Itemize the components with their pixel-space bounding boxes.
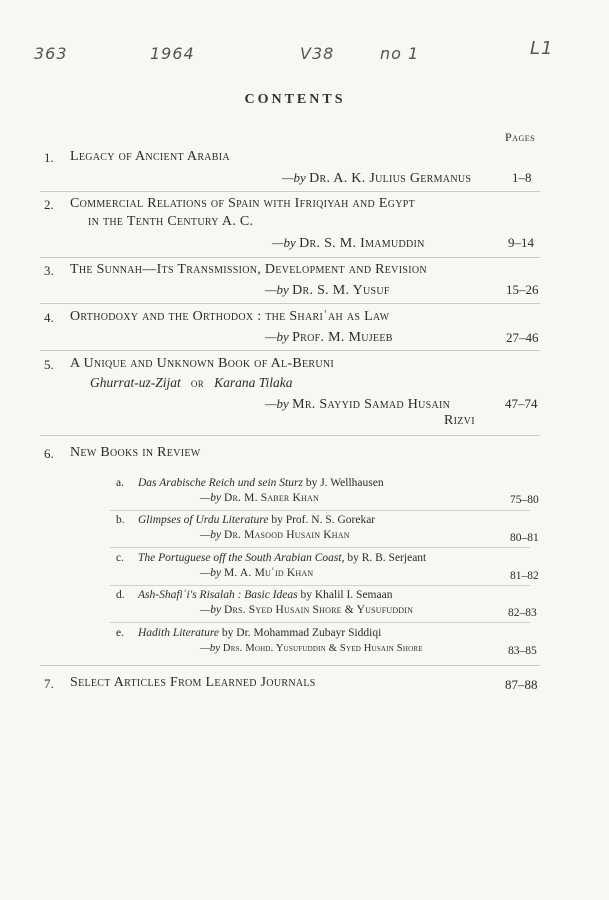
entry-author: Dr. A. K. Julius Germanus	[309, 171, 472, 186]
entry-byline	[265, 282, 390, 299]
entry-pages: 27–46	[506, 330, 539, 345]
by-prefix: —by	[200, 529, 222, 541]
review-pages: 82–83	[508, 607, 537, 619]
subtitle-part: Ghurrat-uz-Zijat	[90, 375, 181, 390]
divider	[40, 257, 540, 258]
entry-number: 1.	[44, 150, 54, 165]
page-title: CONTENTS	[244, 92, 346, 107]
divider	[40, 191, 540, 192]
subtitle-part: Karana Tilaka	[214, 375, 293, 390]
entry-number: 7.	[44, 676, 54, 691]
review-title	[138, 627, 381, 639]
by-prefix: —by	[272, 235, 296, 250]
entry-title: Select Articles From Learned Journals	[70, 675, 316, 690]
reviewer: Dr. M. Saber Khan	[223, 492, 319, 504]
handwritten-mark: V38	[300, 44, 335, 63]
review-author: by R. B. Serjeant	[344, 552, 427, 564]
by-prefix: —by	[200, 604, 222, 616]
review-letter: e.	[116, 627, 124, 639]
entry-byline	[265, 329, 393, 346]
entry-pages: 47–74	[505, 396, 538, 411]
entry-author: Dr. S. M. Yusuf	[292, 283, 390, 298]
entry-number: 3.	[44, 263, 54, 278]
pages-column-heading: Pages	[505, 130, 536, 144]
review-title	[138, 552, 426, 564]
divider	[110, 622, 530, 623]
review-letter: a.	[116, 477, 124, 489]
review-byline	[200, 604, 413, 616]
divider	[110, 547, 530, 548]
entry-byline	[272, 235, 425, 252]
divider	[40, 435, 540, 436]
by-prefix: —by	[200, 567, 222, 579]
handwritten-mark: 363	[34, 44, 68, 63]
by-prefix: —by	[265, 282, 289, 297]
reviewer: M. A. Muʿid Khan	[223, 567, 314, 579]
review-author: by Dr. Mohammad Zubayr Siddiqi	[219, 627, 382, 639]
review-pages: 75–80	[510, 494, 539, 506]
entry-title: A Unique and Unknown Book of Al-Beruni	[70, 356, 335, 371]
by-prefix: —by	[265, 396, 289, 411]
by-prefix: —by	[200, 642, 221, 654]
entry-title: Commercial Relations of Spain with Ifriqiyah and Egypt	[70, 196, 416, 211]
review-book: Ash-Shafiʿi's Risalah : Basic Ideas	[138, 589, 298, 601]
entry-author: Mr. Sayyid Samad Husain	[292, 397, 451, 412]
review-pages: 81–82	[510, 570, 539, 582]
review-book: Das Arabische Reich und sein Sturz	[138, 477, 303, 489]
review-letter: c.	[116, 552, 124, 564]
review-byline	[200, 529, 350, 541]
divider	[110, 510, 530, 511]
divider	[110, 585, 530, 586]
by-prefix: —by	[265, 329, 289, 344]
entry-number: 2.	[44, 197, 54, 212]
subtitle-or: or	[190, 375, 204, 390]
review-title	[138, 589, 392, 601]
by-prefix: —by	[282, 170, 306, 185]
divider	[40, 350, 540, 351]
entry-author: Prof. M. Mujeeb	[292, 330, 393, 345]
entry-title: Legacy of Ancient Arabia	[70, 149, 230, 164]
review-author: by Khalil I. Semaan	[297, 589, 393, 601]
review-letter: d.	[116, 589, 125, 601]
review-letter: b.	[116, 514, 125, 526]
reviewer: Drs. Syed Husain Shore & Yusufuddin	[223, 604, 414, 616]
review-pages: 83–85	[508, 645, 537, 657]
entry-byline	[282, 170, 471, 187]
review-byline	[200, 642, 423, 654]
review-byline	[200, 492, 319, 504]
entry-title: The Sunnah—Its Transmission, Development and Revision	[70, 262, 427, 277]
handwritten-mark: no 1	[380, 44, 420, 63]
entry-pages: 87–88	[505, 677, 538, 692]
entry-title: Orthodoxy and the Orthodox : the Shariʿah as Law	[70, 309, 390, 324]
by-prefix: —by	[200, 492, 222, 504]
entry-pages: 15–26	[506, 282, 539, 297]
review-book: Hadith Literature	[138, 627, 220, 639]
review-title	[138, 477, 384, 489]
review-pages: 80–81	[510, 532, 539, 544]
review-byline	[200, 567, 313, 579]
entry-number: 6.	[44, 446, 54, 461]
entry-number: 5.	[44, 357, 54, 372]
review-title	[138, 514, 375, 526]
entry-pages: 1–8	[512, 170, 532, 185]
review-book: Glimpses of Urdu Literature	[138, 514, 269, 526]
entry-title: New Books in Review	[70, 445, 201, 460]
entry-author: Dr. S. M. Imamuddin	[299, 236, 425, 251]
reviewer: Drs. Mohd. Yusufuddin & Syed Husain Shore	[222, 643, 423, 654]
entry-title-cont: in the Tenth Century A. C.	[88, 214, 254, 229]
divider	[40, 303, 540, 304]
handwritten-mark: 1964	[150, 44, 195, 63]
entry-pages: 9–14	[508, 235, 534, 250]
entry-number: 4.	[44, 310, 54, 325]
review-book: The Portuguese off the South Arabian Coast,	[138, 552, 345, 564]
entry-author-cont: Rizvi	[444, 413, 475, 428]
reviewer: Dr. Masood Husain Khan	[223, 529, 350, 541]
entry-subtitle	[90, 375, 293, 391]
entry-byline	[265, 396, 450, 413]
divider	[40, 665, 540, 666]
handwritten-mark: L1	[530, 38, 554, 59]
review-author: by J. Wellhausen	[302, 477, 384, 489]
review-author: by Prof. N. S. Gorekar	[268, 514, 376, 526]
